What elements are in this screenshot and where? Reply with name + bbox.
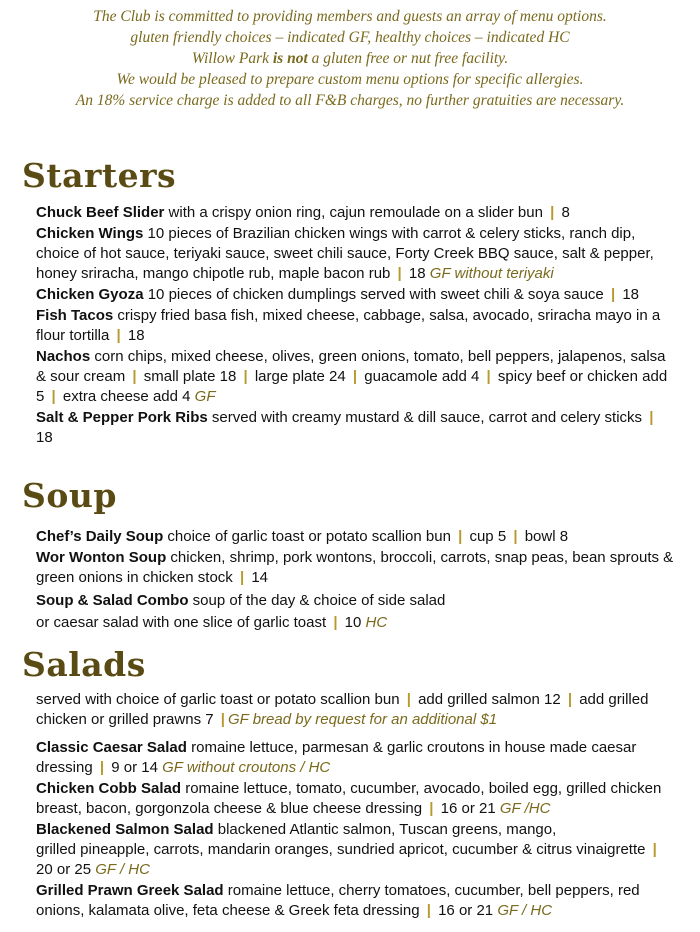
separator: | — [652, 841, 657, 858]
item-price: 16 or 21 — [433, 902, 498, 919]
separator: | — [333, 614, 338, 631]
item-desc: crispy fried basa fish, mixed cheese, cabbage, salsa, avocado, sriracha mayo in a flour tortilla — [36, 307, 661, 344]
section-title-soup: Soup — [22, 476, 117, 515]
menu-item-salmon-salad — [36, 820, 676, 880]
menu-item-chicken-gyoza — [36, 285, 676, 305]
item-addon: spicy beef or chicken add 5 — [36, 368, 668, 405]
notice-text: a gluten free or nut free facility. — [307, 50, 509, 67]
notice-line: An 18% service charge is added to all F&B charges, no further gratuities are necessary. — [75, 92, 625, 109]
item-price: 14 — [247, 569, 269, 586]
item-name: Salt & Pepper Pork Ribs — [36, 409, 208, 426]
separator: | — [406, 691, 411, 708]
separator: | — [513, 528, 518, 545]
item-name: Wor Wonton Soup — [36, 549, 167, 566]
item-price: 16 or 21 — [436, 800, 500, 817]
item-name: Chicken Gyoza — [36, 286, 144, 303]
menu-item-soup-salad-combo-cont — [36, 613, 676, 633]
item-desc: corn chips, mixed cheese, olives, green onions, tomato, bell peppers, jalapenos, salsa & sour cream — [36, 348, 666, 385]
separator: | — [116, 327, 121, 344]
item-price: bowl 8 — [520, 528, 569, 545]
notice-line: gluten friendly choices – indicated GF, healthy choices – indicated HC — [130, 29, 570, 46]
salads-intro — [36, 690, 676, 730]
item-desc: or caesar salad with one slice of garlic toast — [36, 614, 331, 631]
separator: | — [99, 759, 105, 776]
notice-line: The Club is committed to providing members and guests an array of menu options. — [93, 8, 607, 25]
item-desc: romaine lettuce, cherry tomatoes, cucumber, bell peppers, red onions, kalamata olive, feta cheese & Greek feta dressing — [36, 882, 640, 919]
item-name: Blackened Salmon Salad — [36, 821, 214, 838]
separator: | — [458, 528, 463, 545]
item-price: 18 — [123, 327, 145, 344]
dietary-tag: GF / HC — [95, 861, 150, 878]
notice-text: Willow Park — [191, 50, 273, 67]
dietary-tag: GF /HC — [499, 800, 551, 817]
menu-item-caesar-salad — [36, 738, 676, 778]
separator: | — [649, 409, 654, 426]
item-price: 8 — [557, 204, 570, 221]
item-name: Grilled Prawn Greek Salad — [36, 882, 224, 899]
separator: | — [567, 691, 573, 708]
separator: | — [550, 204, 555, 221]
item-price: large plate 24 — [250, 368, 350, 385]
item-name: Nachos — [36, 348, 91, 365]
item-desc: served with creamy mustard & dill sauce, carrot and celery sticks — [207, 409, 647, 426]
menu-item-prawn-greek-salad — [36, 881, 676, 921]
dietary-tag: GF bread by request for an additional $1 — [227, 711, 498, 728]
item-name: Chicken Wings — [36, 225, 144, 242]
item-addon: add grilled chicken or grilled prawns 7 — [36, 691, 649, 728]
item-price: small plate 18 — [139, 368, 241, 385]
item-desc: romaine lettuce, parmesan & garlic croutons in house made caesar dressing — [36, 739, 637, 776]
item-desc: 10 pieces of Brazilian chicken wings with carrot & celery sticks, ranch dip, choice of hot sauce, teriyaki sauce, sweet chili sauce, Forty Creek BBQ sauce, salt & pepper, honey sriracha, mango chipotle rub, maple bacon rub — [36, 225, 654, 282]
item-price: 20 or 25 — [36, 861, 96, 878]
dietary-tag: GF without croutons / HC — [162, 759, 331, 776]
item-name: Classic Caesar Salad — [36, 739, 187, 756]
starters-section — [36, 203, 676, 448]
item-name: Fish Tacos — [36, 307, 114, 324]
menu-item-daily-soup — [36, 527, 676, 547]
menu-item-nachos — [36, 347, 676, 407]
section-title-starters: Starters — [22, 156, 177, 195]
item-name: Chef’s Daily Soup — [36, 528, 164, 545]
menu-item-fish-tacos — [36, 306, 676, 346]
separator: | — [486, 368, 491, 385]
menu-item-pork-ribs — [36, 408, 676, 448]
separator: | — [429, 800, 434, 817]
separator: | — [610, 286, 616, 303]
section-title-salads: Salads — [22, 645, 146, 684]
item-desc: chicken, shrimp, pork wontons, broccoli, carrots, snap peas, bean sprouts & green onions in chicken stock — [36, 549, 674, 586]
item-name: Soup & Salad Combo — [36, 592, 189, 609]
soup-section — [36, 527, 676, 633]
separator: | — [132, 368, 137, 385]
item-desc: served with choice of garlic toast or potato scallion bun — [36, 691, 404, 708]
item-desc: blackened Atlantic salmon, Tuscan greens, mango, — [213, 821, 557, 838]
item-price: 9 or 14 — [107, 759, 163, 776]
dietary-tag: GF without teriyaki — [429, 265, 554, 282]
item-name: Chicken Cobb Salad — [36, 780, 182, 797]
item-desc: romaine lettuce, tomato, cucumber, avocado, boiled egg, grilled chicken breast, bacon, gorgonzola cheese & blue cheese dressing — [36, 780, 662, 817]
menu-item-chicken-wings — [36, 224, 676, 284]
dietary-tag: GF — [194, 388, 216, 405]
item-desc: choice of garlic toast or potato scallion bun — [163, 528, 456, 545]
menu-item-wonton-soup — [36, 548, 676, 588]
item-desc: 10 pieces of chicken dumplings served with sweet chili & soya sauce — [143, 286, 608, 303]
item-addon: add grilled salmon 12 — [413, 691, 565, 708]
separator: | — [220, 711, 225, 728]
salads-section — [36, 690, 676, 921]
item-desc: with a crispy onion ring, cajun remoulade on a slider bun — [164, 204, 548, 221]
notice-line: We would be pleased to prepare custom menu options for specific allergies. — [116, 71, 584, 88]
separator: | — [426, 902, 431, 919]
notice-line — [0, 48, 700, 69]
item-price: 10 — [340, 614, 366, 631]
dietary-tag: GF / HC — [497, 902, 553, 919]
dietary-tag: HC — [365, 614, 388, 631]
item-desc: soup of the day & choice of side salad — [188, 592, 446, 609]
separator: | — [239, 569, 245, 586]
menu-item-cobb-salad — [36, 779, 676, 819]
menu-item-chuck-beef-slider — [36, 203, 676, 223]
item-addon: extra cheese add 4 — [58, 388, 195, 405]
separator: | — [352, 368, 358, 385]
menu-notice — [0, 6, 700, 111]
item-price: 18 — [36, 429, 53, 446]
separator: | — [243, 368, 248, 385]
item-addon: guacamole add 4 — [360, 368, 484, 385]
separator: | — [397, 265, 402, 282]
notice-emphasis: is not — [272, 50, 308, 67]
item-price: 18 — [618, 286, 640, 303]
item-price: cup 5 — [465, 528, 511, 545]
menu-item-soup-salad-combo — [36, 591, 676, 611]
item-name: Chuck Beef Slider — [36, 204, 165, 221]
item-price: 18 — [404, 265, 430, 282]
separator: | — [51, 388, 56, 405]
item-desc: grilled pineapple, carrots, mandarin oranges, sundried apricot, cucumber & citrus vinaigrette — [36, 841, 650, 858]
